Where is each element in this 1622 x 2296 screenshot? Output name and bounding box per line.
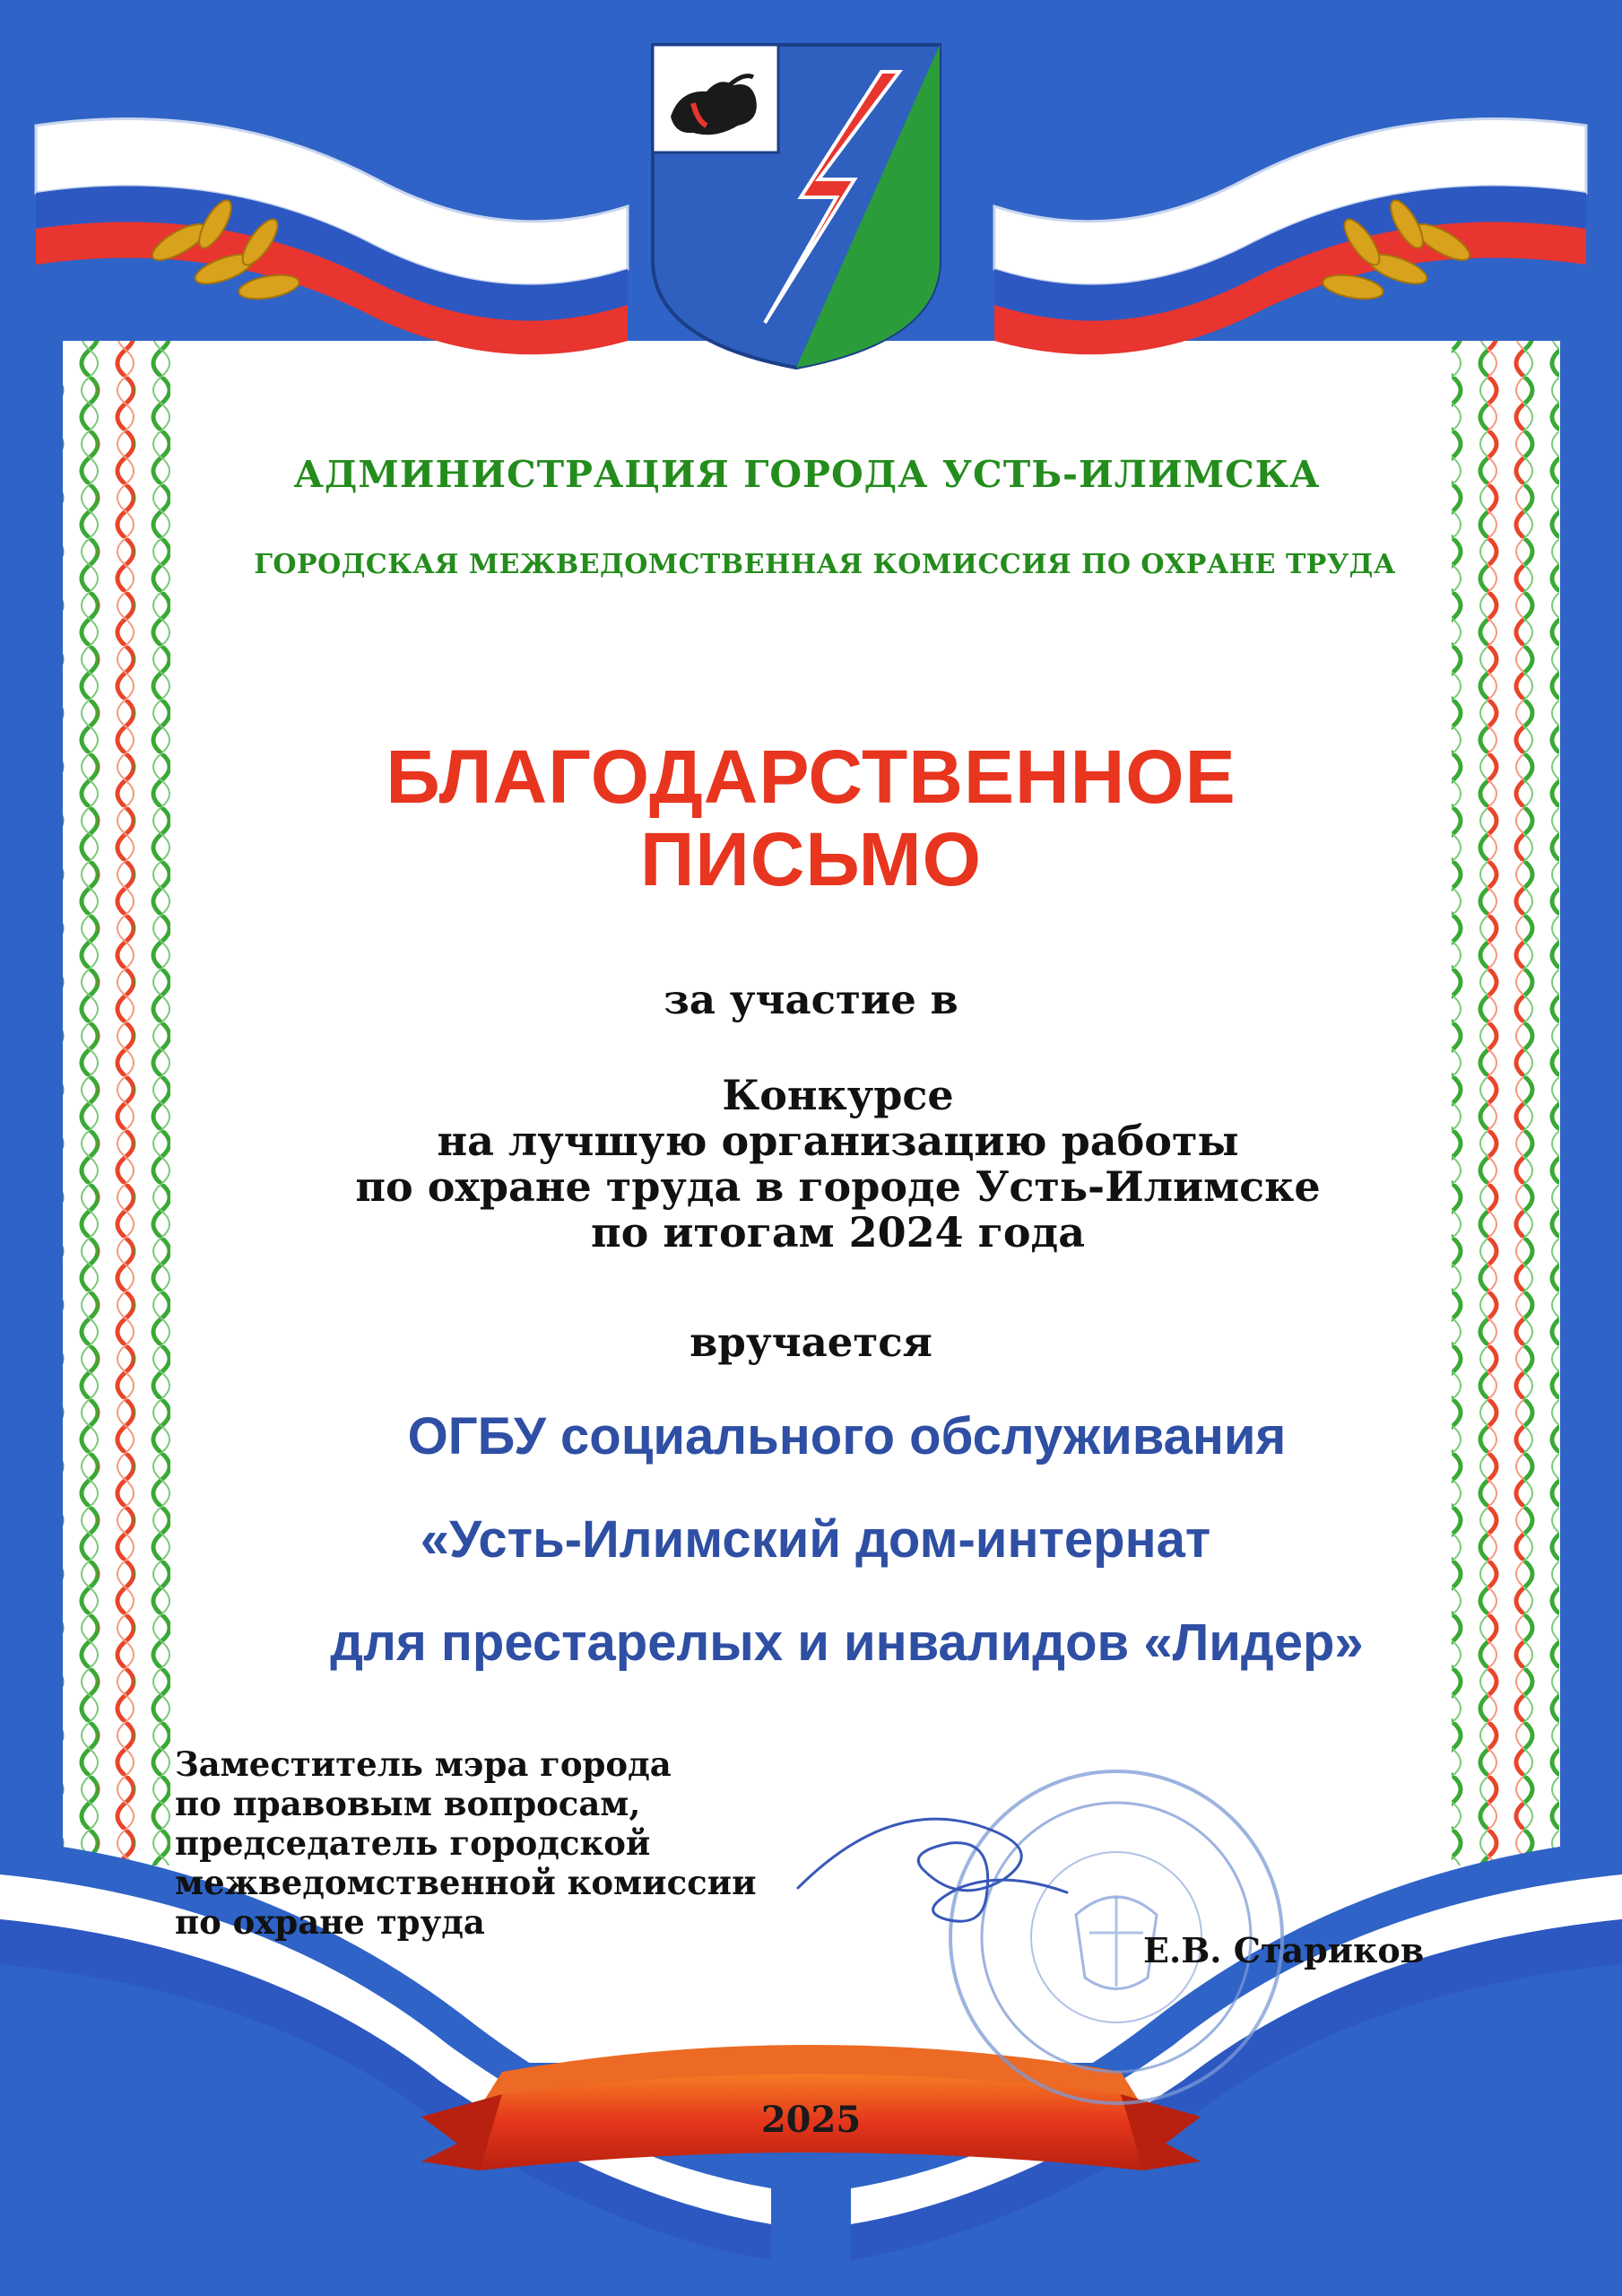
contest-description xyxy=(63,1073,1613,1256)
contest-line-1: Конкурсе xyxy=(722,1071,954,1119)
title-line-1: БЛАГОДАРСТВЕННОЕ xyxy=(386,735,1236,819)
signer-line-3: председатель городской xyxy=(175,1823,651,1863)
contest-line-2: на лучшую организацию работы xyxy=(437,1117,1239,1165)
commission-name: ГОРОДСКАЯ МЕЖВЕДОМСТВЕННАЯ КОМИССИЯ ПО ОХРАНЕ ТРУДА xyxy=(254,549,1396,580)
signer-line-5: по охране труда xyxy=(175,1902,485,1942)
signer-line-2: по правовым вопросам, xyxy=(175,1784,641,1823)
recipient-line-3: для престарелых и инвалидов «Лидер» xyxy=(330,1613,1364,1672)
contest-line-4: по итогам 2024 года xyxy=(590,1208,1085,1257)
presented-text: вручается xyxy=(690,1318,932,1366)
recipient-line-2: «Усть-Илимский дом-интернат xyxy=(420,1510,1211,1569)
year-label: 2025 xyxy=(760,2099,862,2141)
city-coat-of-arms-icon xyxy=(644,36,949,377)
signer-line-1: Заместитель мэра города xyxy=(175,1744,672,1784)
handwritten-signature xyxy=(780,1771,1103,1969)
title-line-2: ПИСЬМО xyxy=(639,817,982,901)
contest-line-3: по охране труда в городе Усть-Илимске xyxy=(355,1162,1321,1211)
document-title xyxy=(36,735,1586,900)
participation-text: за участие в xyxy=(664,976,958,1023)
signer-position xyxy=(175,1744,757,1942)
organization-name: АДМИНИСТРАЦИЯ ГОРОДА УСТЬ-ИЛИМСКА xyxy=(293,453,1321,496)
recipient-line-1: ОГБУ социального обслуживания xyxy=(407,1407,1287,1465)
signer-name: Е.В. Стариков xyxy=(1143,1930,1425,1970)
signer-line-4: межведомственной комиссии xyxy=(175,1863,757,1902)
